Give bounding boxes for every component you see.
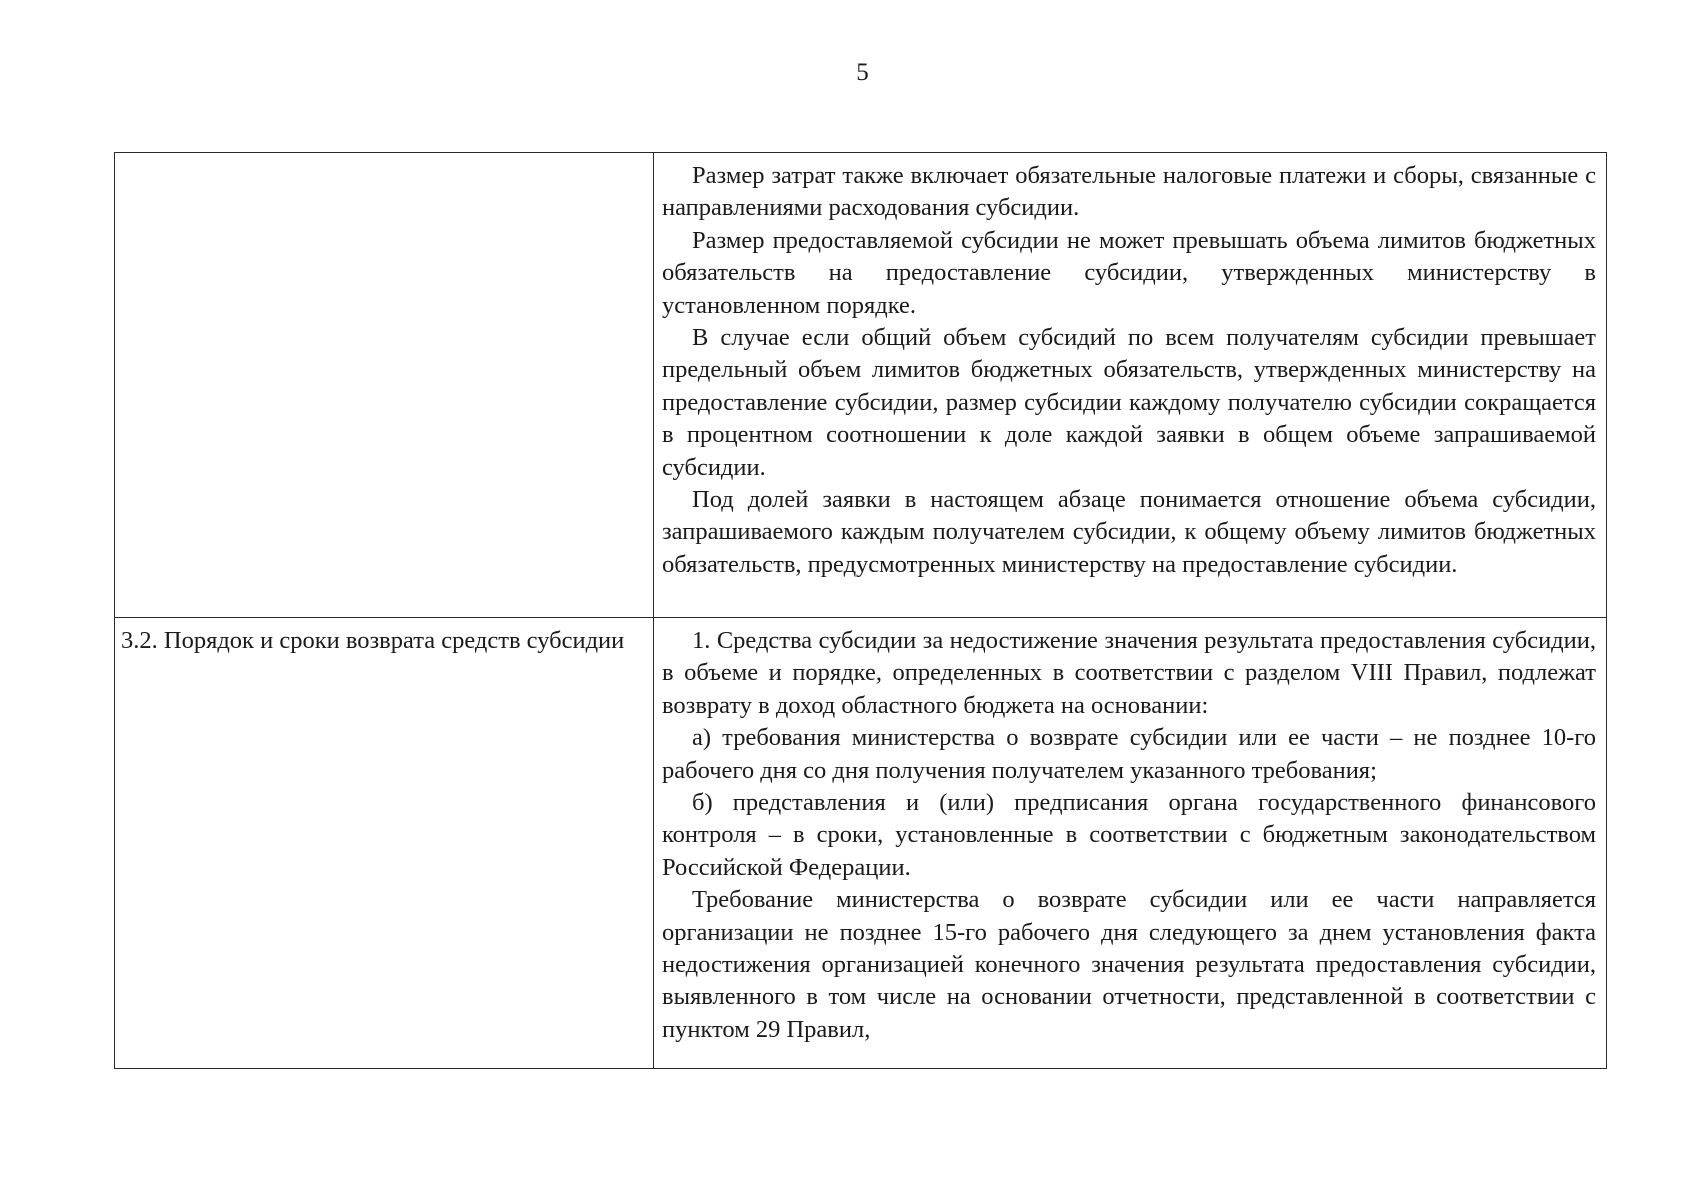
paragraph: Размер предоставляемой субсидии не может превышать объема лимитов бюджетных обязательств на предоставление субсидии, утвержденных министерству в установленном порядке. bbox=[662, 226, 1596, 319]
paragraph: Размер затрат также включает обязательные налоговые платежи и сборы, связанные с направлениями расходования субсидии. bbox=[662, 162, 1596, 222]
page-number: 5 bbox=[856, 59, 869, 86]
row-2-left-cell bbox=[115, 618, 654, 1069]
paragraph: а) требования министерства о возврате субсидии или ее части – не позднее 10-го рабочего дня со дня получения получателем указанного требования; bbox=[662, 724, 1596, 784]
section-heading: 3.2. Порядок и сроки возврата средств субсидии bbox=[121, 627, 625, 654]
paragraph: 1. Средства субсидии за недостижение значения результата предоставления субсидии, в объеме и порядке, определенных в соответствии с разделом VIII Правил, подлежат возврату в доход областного бюджета на основании: bbox=[662, 627, 1596, 719]
paragraph: Под долей заявки в настоящем абзаце понимается отношение объема субсидии, запрашиваемого каждым получателем субсидии, к общему объему лимитов бюджетных обязательств, предусмотренных министерству на предоставление субсидии. bbox=[662, 486, 1596, 578]
document-table bbox=[114, 152, 1607, 1069]
row-1-right-cell bbox=[654, 153, 1607, 618]
row-1-left-cell bbox=[115, 153, 654, 618]
table-row bbox=[115, 153, 1607, 618]
paragraph: Требование министерства о возврате субсидии или ее части направляется организации не позднее 15-го рабочего дня следующего за днем установления факта недостижения организацией конечного значения результата предоставления субсидии, выявленного в том числе на основании отчетности, представленной в соответствии с пунктом 29 Правил, bbox=[662, 886, 1596, 1043]
table-row bbox=[115, 618, 1607, 1069]
paragraph: б) представления и (или) предписания органа государственного финансового контроля – в сроки, установленные в соответствии с бюджетным законодательством Российской Федерации. bbox=[662, 789, 1596, 881]
paragraph: В случае если общий объем субсидий по всем получателям субсидии превышает предельный объем лимитов бюджетных обязательств, утвержденных министерству на предоставление субсидии, размер субсидии каждому получателю субсидии сокращается в процентном соотношении к доле каждой заявки в общем объеме запрашиваемой субсидии. bbox=[662, 324, 1596, 481]
row-2-right-cell bbox=[654, 618, 1607, 1069]
